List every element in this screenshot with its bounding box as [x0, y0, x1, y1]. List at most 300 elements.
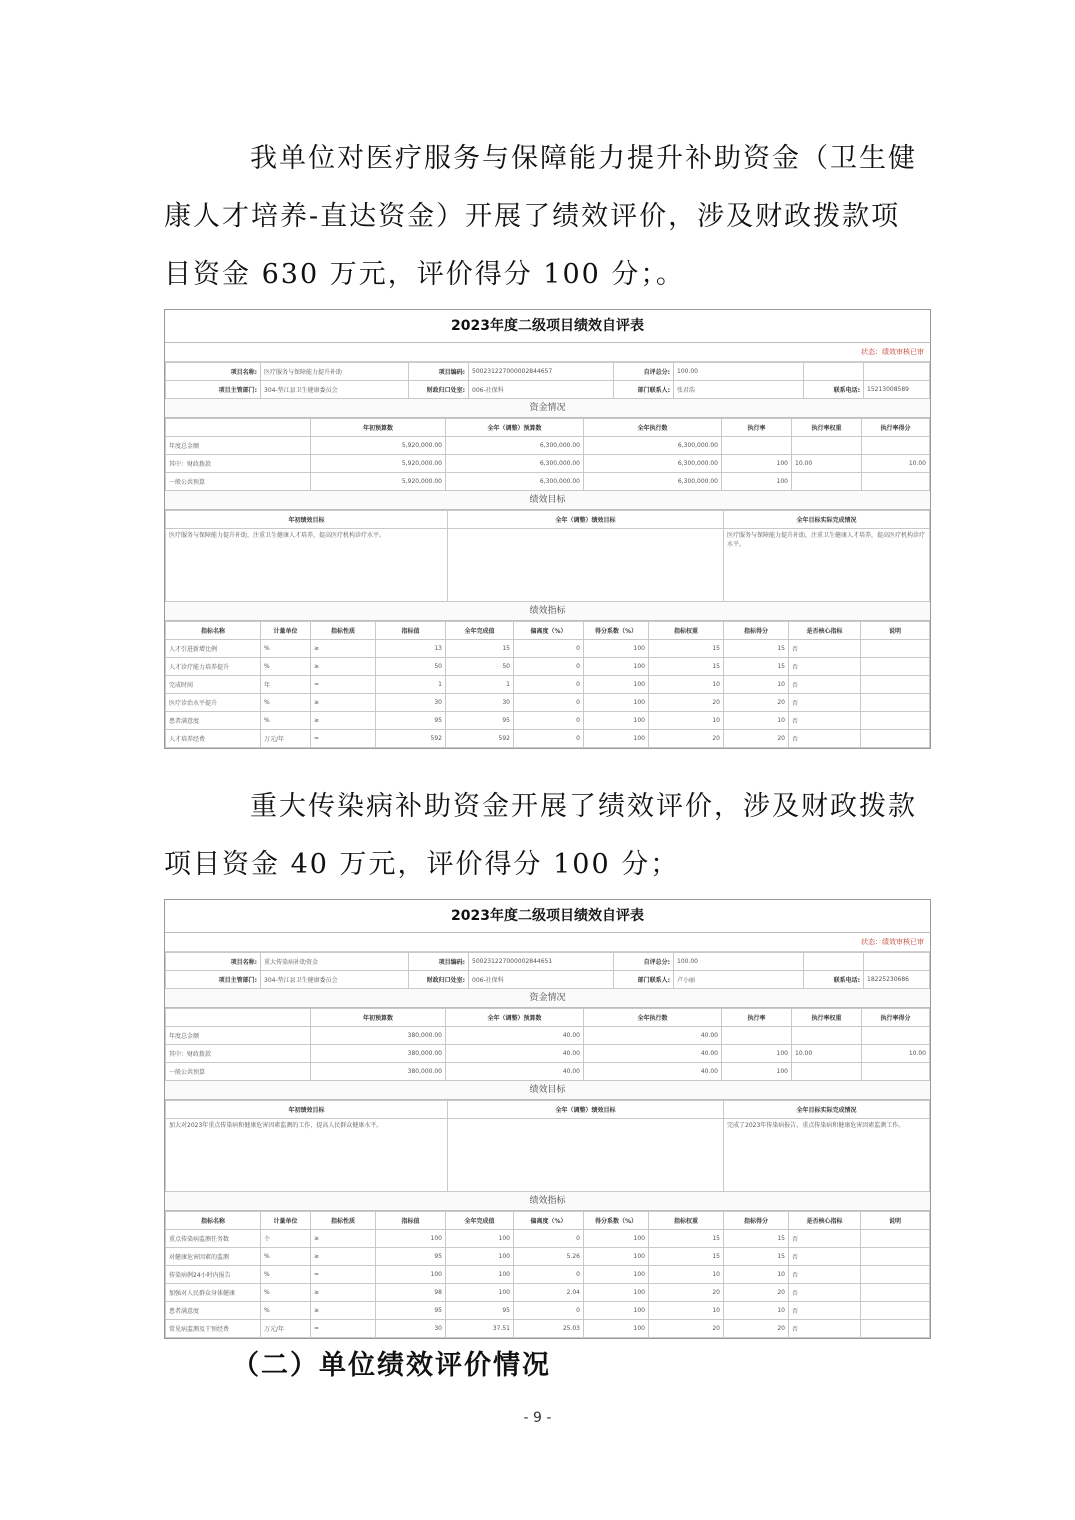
indicator-name: 患者满意度 — [166, 712, 261, 730]
indicator-nature: ≥ — [311, 1284, 376, 1302]
indicator-score: 10 — [724, 712, 789, 730]
indicator-nature: ≥ — [311, 658, 376, 676]
column-header: 指标值 — [376, 1212, 446, 1230]
fund-rate — [722, 1027, 792, 1045]
indicator-core: 否 — [789, 694, 861, 712]
indicator-name: 重点传染病监测任务数 — [166, 1230, 261, 1248]
fund-executed: 40.00 — [584, 1063, 722, 1081]
indicator-weight: 20 — [649, 694, 724, 712]
table-title: 2023年度二级项目绩效自评表 — [165, 900, 930, 933]
column-header: 全年完成值 — [446, 622, 514, 640]
indicator-score: 20 — [724, 1320, 789, 1338]
table-row — [166, 953, 930, 971]
empty-cell — [864, 363, 930, 381]
self-score-label: 自评总分: — [614, 953, 674, 971]
indicator-deviation: 0 — [514, 1302, 584, 1320]
indicator-nature: ≥ — [311, 1248, 376, 1266]
column-header: 年初预算数 — [311, 1009, 446, 1027]
project-code-label: 项目编码: — [409, 953, 469, 971]
fund-weight — [792, 473, 862, 491]
dept-value: 304-垫江县卫生健康委员会 — [261, 971, 409, 989]
self-score-value: 100.00 — [674, 953, 804, 971]
funds-table — [165, 418, 930, 491]
dept-label: 项目主管部门: — [166, 381, 261, 399]
column-header: 全年（调整）绩效目标 — [448, 1101, 724, 1119]
fund-initial: 380,000.00 — [311, 1045, 446, 1063]
indicator-score: 10 — [724, 676, 789, 694]
table-row — [166, 1284, 930, 1302]
self-score-label: 自评总分: — [614, 363, 674, 381]
paragraph-2-line-2: 项目资金 40 万元，评价得分 100 分； — [164, 849, 680, 880]
table-row — [166, 511, 930, 529]
indicator-coefficient: 100 — [584, 676, 649, 694]
column-header: 年初绩效目标 — [166, 1101, 448, 1119]
indicator-unit: 万元/年 — [261, 1320, 311, 1338]
indicator-actual: 37.51 — [446, 1320, 514, 1338]
indicator-deviation: 0 — [514, 730, 584, 748]
indicator-deviation: 5.26 — [514, 1248, 584, 1266]
indicator-core: 否 — [789, 676, 861, 694]
column-header: 执行率 — [722, 1009, 792, 1027]
project-name-label: 项目名称: — [166, 953, 261, 971]
indicator-nature: ≥ — [311, 712, 376, 730]
indicator-nature: = — [311, 1320, 376, 1338]
indicator-target: 98 — [376, 1284, 446, 1302]
indicator-name: 医疗诊治水平提升 — [166, 694, 261, 712]
indicator-actual: 95 — [446, 1302, 514, 1320]
contact-value: 张君浩 — [674, 381, 804, 399]
contact-label: 部门联系人: — [614, 971, 674, 989]
indicator-actual: 592 — [446, 730, 514, 748]
fund-name: 其中：财政拨款 — [166, 1045, 311, 1063]
column-header: 全年完成值 — [446, 1212, 514, 1230]
indicator-weight: 10 — [649, 676, 724, 694]
table-row — [166, 437, 930, 455]
table-status: 状态：绩效审核已审 — [165, 343, 930, 362]
funds-table — [165, 1008, 930, 1081]
goal-initial: 医疗服务与保障能力提升补助，注重卫生健康人才培养，提高医疗机构诊疗水平。 — [166, 529, 448, 602]
column-header: 指标得分 — [724, 1212, 789, 1230]
table-row — [166, 1302, 930, 1320]
indicator-note — [861, 1320, 930, 1338]
empty-cell — [804, 363, 864, 381]
fund-rate — [722, 437, 792, 455]
column-header: 指标名称 — [166, 622, 261, 640]
indicator-note — [861, 1266, 930, 1284]
indicator-core: 否 — [789, 1284, 861, 1302]
indicator-name: 传染病例24小时内报告 — [166, 1266, 261, 1284]
indicator-score: 10 — [724, 1302, 789, 1320]
self-score-value: 100.00 — [674, 363, 804, 381]
indicator-note — [861, 1302, 930, 1320]
fund-weight — [792, 1027, 862, 1045]
indicator-target: 50 — [376, 658, 446, 676]
indicator-deviation: 0 — [514, 1266, 584, 1284]
goals-section-title: 绩效目标 — [165, 1081, 930, 1100]
fund-weight: 10.00 — [792, 1045, 862, 1063]
indicator-unit: % — [261, 1302, 311, 1320]
indicator-core: 否 — [789, 1266, 861, 1284]
column-header: 计量单位 — [261, 622, 311, 640]
indicator-deviation: 2.04 — [514, 1284, 584, 1302]
indicator-note — [861, 1248, 930, 1266]
indicator-note — [861, 694, 930, 712]
indicator-note — [861, 1284, 930, 1302]
column-header: 全年（调整）绩效目标 — [448, 511, 724, 529]
table-row — [166, 1266, 930, 1284]
indicator-deviation: 0 — [514, 694, 584, 712]
fund-name: 年度总金额 — [166, 437, 311, 455]
phone-label: 联系电话: — [804, 971, 864, 989]
indicator-nature: = — [311, 1266, 376, 1284]
column-header: 指标性质 — [311, 622, 376, 640]
indicator-name: 人才诊疗能力培养提升 — [166, 658, 261, 676]
table-row — [166, 363, 930, 381]
indicator-note — [861, 658, 930, 676]
fund-adjusted: 6,300,000.00 — [446, 473, 584, 491]
goal-adjusted — [448, 529, 724, 602]
indicator-core: 否 — [789, 658, 861, 676]
indicator-name: 加强对人民群众身体健康 — [166, 1284, 261, 1302]
fund-weight — [792, 1063, 862, 1081]
fund-score — [862, 1027, 930, 1045]
indicator-nature: = — [311, 676, 376, 694]
fund-name: 年度总金额 — [166, 1027, 311, 1045]
finance-office-value: 006-社保科 — [469, 381, 614, 399]
indicator-deviation: 25.03 — [514, 1320, 584, 1338]
indicator-name: 完成时间 — [166, 676, 261, 694]
column-header: 全年执行数 — [584, 419, 722, 437]
indicators-table — [165, 621, 930, 748]
indicator-coefficient: 100 — [584, 1230, 649, 1248]
empty-cell — [166, 1009, 311, 1027]
page-number: - 9 - — [523, 1410, 552, 1426]
indicator-actual: 15 — [446, 640, 514, 658]
goals-table — [165, 510, 930, 602]
funds-section-title: 资金情况 — [165, 989, 930, 1008]
column-header: 是否核心指标 — [789, 622, 861, 640]
fund-adjusted: 6,300,000.00 — [446, 455, 584, 473]
phone-label: 联系电话: — [804, 381, 864, 399]
table-row — [166, 473, 930, 491]
indicator-note — [861, 1230, 930, 1248]
indicator-actual: 95 — [446, 712, 514, 730]
indicator-nature: ≥ — [311, 640, 376, 658]
phone-value: 15213008589 — [864, 381, 930, 399]
fund-executed: 6,300,000.00 — [584, 473, 722, 491]
column-header: 偏离度（%） — [514, 1212, 584, 1230]
indicator-unit: 万元/年 — [261, 730, 311, 748]
empty-cell — [166, 419, 311, 437]
indicator-note — [861, 640, 930, 658]
column-header: 偏离度（%） — [514, 622, 584, 640]
column-header: 指标得分 — [724, 622, 789, 640]
dept-value: 304-垫江县卫生健康委员会 — [261, 381, 409, 399]
indicator-nature: = — [311, 730, 376, 748]
table-row — [166, 1101, 930, 1119]
indicator-score: 10 — [724, 1266, 789, 1284]
indicator-core: 否 — [789, 1230, 861, 1248]
column-header: 执行率 — [722, 419, 792, 437]
indicators-table — [165, 1211, 930, 1338]
contact-label: 部门联系人: — [614, 381, 674, 399]
indicator-weight: 10 — [649, 1266, 724, 1284]
fund-executed: 6,300,000.00 — [584, 455, 722, 473]
column-header: 全年执行数 — [584, 1009, 722, 1027]
phone-value: 18225230686 — [864, 971, 930, 989]
fund-adjusted: 6,300,000.00 — [446, 437, 584, 455]
finance-office-label: 财政归口处室: — [409, 381, 469, 399]
indicator-weight: 15 — [649, 1230, 724, 1248]
paragraph-1 — [164, 130, 924, 304]
indicator-name: 人才引进新增比例 — [166, 640, 261, 658]
indicator-name: 对健康危害因素的监测 — [166, 1248, 261, 1266]
table-title: 2023年度二级项目绩效自评表 — [165, 310, 930, 343]
indicator-unit: % — [261, 694, 311, 712]
fund-rate: 100 — [722, 473, 792, 491]
fund-score — [862, 437, 930, 455]
fund-initial: 5,920,000.00 — [311, 437, 446, 455]
indicator-score: 20 — [724, 694, 789, 712]
evaluation-table-2 — [164, 899, 931, 1339]
indicator-note — [861, 676, 930, 694]
goals-section-title: 绩效目标 — [165, 491, 930, 510]
project-name-value: 医疗服务与保障能力提升补助 — [261, 363, 409, 381]
empty-cell — [804, 953, 864, 971]
indicator-coefficient: 100 — [584, 694, 649, 712]
indicator-weight: 20 — [649, 730, 724, 748]
table-row — [166, 1248, 930, 1266]
indicator-score: 15 — [724, 1230, 789, 1248]
indicator-target: 13 — [376, 640, 446, 658]
indicator-actual: 100 — [446, 1284, 514, 1302]
fund-executed: 6,300,000.00 — [584, 437, 722, 455]
indicator-score: 15 — [724, 658, 789, 676]
indicator-unit: % — [261, 658, 311, 676]
indicator-name: 患者满意度 — [166, 1302, 261, 1320]
goals-table — [165, 1100, 930, 1192]
finance-office-label: 财政归口处室: — [409, 971, 469, 989]
indicator-note — [861, 730, 930, 748]
table-row — [166, 455, 930, 473]
indicator-core: 否 — [789, 712, 861, 730]
indicator-actual: 100 — [446, 1266, 514, 1284]
table-row — [166, 529, 930, 602]
indicator-core: 否 — [789, 640, 861, 658]
column-header: 执行率权重 — [792, 419, 862, 437]
column-header: 说明 — [861, 1212, 930, 1230]
fund-initial: 5,920,000.00 — [311, 473, 446, 491]
section-heading: （二）单位绩效评价情况 — [232, 1350, 551, 1381]
table-row — [166, 658, 930, 676]
paragraph-1-line-2: 康人才培养-直达资金）开展了绩效评价，涉及财政拨款项 — [164, 201, 901, 232]
indicator-weight: 20 — [649, 1284, 724, 1302]
empty-cell — [864, 953, 930, 971]
indicator-coefficient: 100 — [584, 1266, 649, 1284]
indicator-coefficient: 100 — [584, 1320, 649, 1338]
evaluation-table-1 — [164, 309, 931, 749]
project-code-label: 项目编码: — [409, 363, 469, 381]
indicator-unit: % — [261, 1266, 311, 1284]
column-header: 是否核心指标 — [789, 1212, 861, 1230]
indicator-deviation: 0 — [514, 658, 584, 676]
indicator-core: 否 — [789, 1302, 861, 1320]
indicator-unit: 年 — [261, 676, 311, 694]
column-header: 全年目标实际完成情况 — [724, 1101, 930, 1119]
indicator-deviation: 0 — [514, 676, 584, 694]
column-header: 指标权重 — [649, 622, 724, 640]
column-header: 指标权重 — [649, 1212, 724, 1230]
indicator-nature: ≥ — [311, 1230, 376, 1248]
table-row — [166, 676, 930, 694]
column-header: 执行率权重 — [792, 1009, 862, 1027]
indicator-target: 30 — [376, 694, 446, 712]
indicator-coefficient: 100 — [584, 640, 649, 658]
fund-initial: 5,920,000.00 — [311, 455, 446, 473]
fund-adjusted: 40.00 — [446, 1045, 584, 1063]
paragraph-1-line-3: 目资金 630 万元，评价得分 100 分；。 — [164, 259, 685, 290]
project-name-label: 项目名称: — [166, 363, 261, 381]
fund-executed: 40.00 — [584, 1027, 722, 1045]
fund-adjusted: 40.00 — [446, 1027, 584, 1045]
indicator-core: 否 — [789, 730, 861, 748]
indicator-score: 20 — [724, 730, 789, 748]
project-code-value: 500231227000002844657 — [469, 363, 614, 381]
indicator-actual: 100 — [446, 1230, 514, 1248]
indicator-score: 20 — [724, 1284, 789, 1302]
fund-score: 10.00 — [862, 455, 930, 473]
indicator-name: 人才培养经费 — [166, 730, 261, 748]
fund-weight: 10.00 — [792, 455, 862, 473]
fund-rate: 100 — [722, 1063, 792, 1081]
indicator-target: 1 — [376, 676, 446, 694]
indicator-target: 95 — [376, 712, 446, 730]
indicator-deviation: 0 — [514, 1230, 584, 1248]
indicator-actual: 30 — [446, 694, 514, 712]
column-header: 计量单位 — [261, 1212, 311, 1230]
table-row — [166, 381, 930, 399]
dept-label: 项目主管部门: — [166, 971, 261, 989]
indicator-unit: % — [261, 640, 311, 658]
indicator-coefficient: 100 — [584, 1248, 649, 1266]
table-status: 状态：绩效审核已审 — [165, 933, 930, 952]
indicator-score: 15 — [724, 1248, 789, 1266]
table-row — [166, 712, 930, 730]
table-row — [166, 419, 930, 437]
fund-name: 一般公共预算 — [166, 1063, 311, 1081]
indicator-core: 否 — [789, 1248, 861, 1266]
contact-value: 卢小丽 — [674, 971, 804, 989]
fund-name: 一般公共预算 — [166, 473, 311, 491]
table-row — [166, 640, 930, 658]
goal-actual: 医疗服务与保障能力提升补助，注重卫生健康人才培养，提高医疗机构诊疗水平。 — [724, 529, 930, 602]
fund-initial: 380,000.00 — [311, 1063, 446, 1081]
table-row — [166, 1212, 930, 1230]
paragraph-2 — [164, 778, 924, 894]
indicator-weight: 10 — [649, 712, 724, 730]
fund-executed: 40.00 — [584, 1045, 722, 1063]
column-header: 指标性质 — [311, 1212, 376, 1230]
indicator-weight: 15 — [649, 640, 724, 658]
paragraph-1-line-1: 我单位对医疗服务与保障能力提升补助资金（卫生健 — [250, 143, 917, 174]
indicator-coefficient: 100 — [584, 658, 649, 676]
table-row — [166, 1027, 930, 1045]
indicator-weight: 15 — [649, 1248, 724, 1266]
fund-weight — [792, 437, 862, 455]
column-header: 说明 — [861, 622, 930, 640]
indicators-section-title: 绩效指标 — [165, 1192, 930, 1211]
goal-initial: 加大对2023年重点传染病和健康危害因素监测的工作，提高人民群众健康水平。 — [166, 1119, 448, 1192]
indicator-unit: % — [261, 1284, 311, 1302]
indicator-coefficient: 100 — [584, 1284, 649, 1302]
indicator-weight: 20 — [649, 1320, 724, 1338]
fund-initial: 380,000.00 — [311, 1027, 446, 1045]
goal-adjusted — [448, 1119, 724, 1192]
table-row — [166, 1119, 930, 1192]
fund-rate: 100 — [722, 1045, 792, 1063]
indicator-nature: ≥ — [311, 694, 376, 712]
column-header: 全年（调整）预算数 — [446, 1009, 584, 1027]
table-row — [166, 694, 930, 712]
table-row — [166, 730, 930, 748]
funds-section-title: 资金情况 — [165, 399, 930, 418]
indicator-coefficient: 100 — [584, 1302, 649, 1320]
indicator-target: 95 — [376, 1302, 446, 1320]
indicator-target: 100 — [376, 1266, 446, 1284]
indicator-actual: 1 — [446, 676, 514, 694]
indicator-name: 常见病监测及干预经费 — [166, 1320, 261, 1338]
table-row — [166, 971, 930, 989]
indicator-core: 否 — [789, 1320, 861, 1338]
column-header: 全年（调整）预算数 — [446, 419, 584, 437]
indicator-actual: 50 — [446, 658, 514, 676]
column-header: 指标名称 — [166, 1212, 261, 1230]
table-row — [166, 1063, 930, 1081]
column-header: 执行率得分 — [862, 419, 930, 437]
indicator-unit: % — [261, 1248, 311, 1266]
indicator-target: 100 — [376, 1230, 446, 1248]
project-name-value: 重大传染病补助资金 — [261, 953, 409, 971]
finance-office-value: 006-社保科 — [469, 971, 614, 989]
fund-score: 10.00 — [862, 1045, 930, 1063]
project-code-value: 500231227000002844651 — [469, 953, 614, 971]
indicator-weight: 10 — [649, 1302, 724, 1320]
fund-score — [862, 1063, 930, 1081]
table-row — [166, 1045, 930, 1063]
fund-name: 其中：财政拨款 — [166, 455, 311, 473]
fund-rate: 100 — [722, 455, 792, 473]
table-row — [166, 622, 930, 640]
indicator-unit: 个 — [261, 1230, 311, 1248]
indicator-score: 15 — [724, 640, 789, 658]
indicator-deviation: 0 — [514, 712, 584, 730]
indicators-section-title: 绩效指标 — [165, 602, 930, 621]
indicator-weight: 15 — [649, 658, 724, 676]
indicator-target: 30 — [376, 1320, 446, 1338]
indicator-target: 95 — [376, 1248, 446, 1266]
column-header: 年初绩效目标 — [166, 511, 448, 529]
table-row — [166, 1009, 930, 1027]
indicator-nature: ≥ — [311, 1302, 376, 1320]
indicator-note — [861, 712, 930, 730]
indicator-deviation: 0 — [514, 640, 584, 658]
project-info-table — [165, 952, 930, 989]
column-header: 年初预算数 — [311, 419, 446, 437]
indicator-coefficient: 100 — [584, 712, 649, 730]
table-row — [166, 1320, 930, 1338]
paragraph-2-line-1: 重大传染病补助资金开展了绩效评价，涉及财政拨款 — [250, 791, 917, 822]
goal-actual: 完成了2023年传染病报告、重点传染病和健康危害因素监测工作。 — [724, 1119, 930, 1192]
